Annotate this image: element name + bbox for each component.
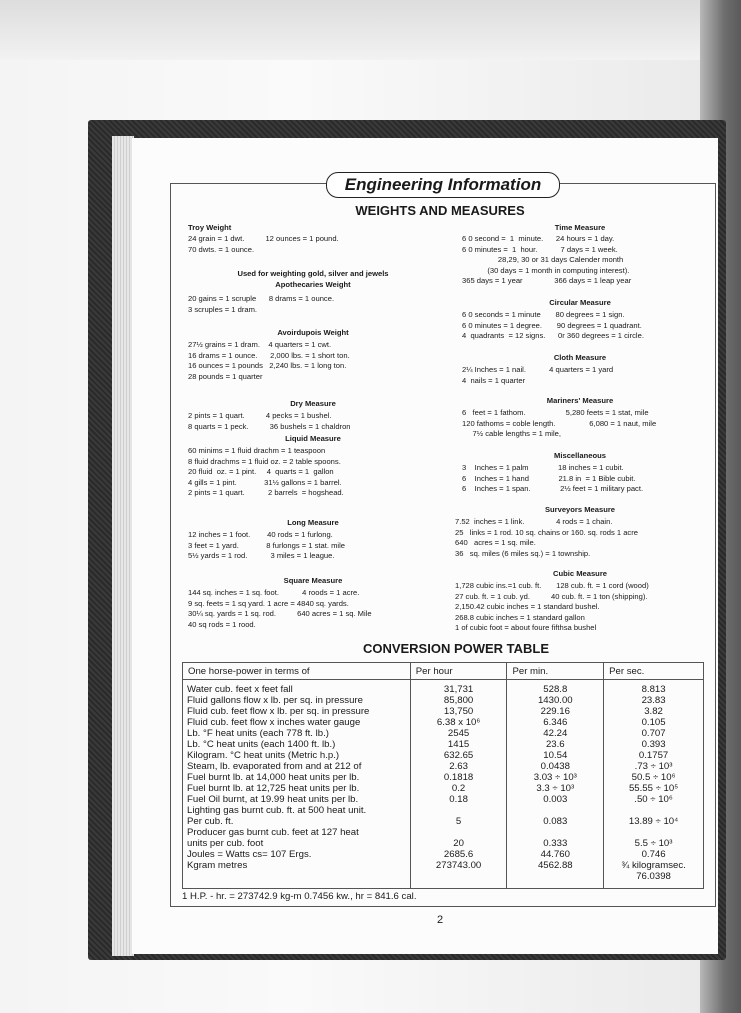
square-body: 144 sq. inches = 1 sq. foot. 4 roods = 1 acre. 9 sq. feets = 1 sq yard. 1 acre = 4840 sq. yards. 30¼ sq. yards = 1 sq. rod. 640 acres = 1 sq. Mile 40 sq rods = 1 rood. (188, 588, 372, 629)
apoth-body: 20 gains = 1 scruple 8 drams = 1 ounce. 3 scruples = 1 dram. (188, 294, 335, 314)
square-title: Square Measure (283, 576, 343, 585)
misc-body: 3 Inches = 1 palm 18 inches = 1 cubit. 6 Inches = 1 hand 21.8 in = 1 Bible cubit. 6 Inches = 1 span. 2½ feet = 1 military pact. (462, 463, 644, 493)
liquid-title: Liquid Measure (285, 434, 341, 443)
troy-title: Troy Weight (188, 223, 232, 232)
conversion-table (182, 662, 704, 889)
cloth-title: Cloth Measure (553, 353, 607, 362)
cubic-title: Cubic Measure (552, 569, 608, 578)
per-sec-column: 8.813 23.83 3.82 0.105 0.707 0.393 0.1757 .73 ÷ 10³ 50.5 ÷ 10⁶ 55.55 ÷ 10⁵ .50 ÷ 10⁶ 13.89 ÷ 10⁴ 5.5 ÷ 10³ 0.746 ¾ kilogramsec. 76.0398 (604, 680, 704, 889)
weights-heading: WEIGHTS AND MEASURES (355, 203, 525, 218)
survey-body: 7.52 inches = 1 link. 4 rods = 1 chain. 25 links = 1 rod. 10 sq. chains or 160. sq. rods 1 acre 640 acres = 1 sq. mile. 36 sq. miles (6 miles sq.) = 1 township. (455, 517, 638, 558)
table-header-row (183, 663, 704, 680)
page-edges (112, 136, 134, 956)
per-min-column: 528.8 1430.00 229.16 6.346 42.24 23.6 10.54 0.0438 3.03 ÷ 10³ 3.3 ÷ 10³ 0.003 0.083 0.333 44.760 4562.88 (507, 680, 604, 889)
scan-background (0, 0, 741, 60)
dry-body: 2 pints = 1 quart. 4 pecks = 1 bushel. 8 quarts = 1 peck. 36 bushels = 1 chaldron (188, 411, 351, 431)
dry-title: Dry Measure (290, 399, 336, 408)
apoth-title: Used for weighting gold, silver and jewels Apothecaries Weight (237, 269, 389, 289)
avoir-title: Avoirdupois Weight (277, 328, 349, 337)
circ-title: Circular Measure (549, 298, 611, 307)
long-body: 12 inches = 1 foot. 40 rods = 1 furlong. 3 feet = 1 yard. 8 furlongs = 1 stat. mile 5½ yards = 1 rod. 3 miles = 1 league. (188, 530, 346, 560)
header-cell: Per hour (410, 663, 507, 680)
long-title: Long Measure (287, 518, 339, 527)
terms-column: Water cub. feet x feet fall Fluid gallons flow x lb. per sq. in pressure Fluid cub. feet flow x lb. per sq. in pressure Fluid cub. feet flow x inches water gauge Lb. °F heat units (each 778 ft. lb.) Lb. °C heat units (each 1400 ft. lb.) Kilogram. °C heat units (Metric h.p.) Steam, lb. evaporated from and at 212 of Fuel burnt lb. at 14,000 heat units per lb. Fuel burnt lb. at 12,725 heat units per lb. Fuel Oil burnt, at 19.99 heat units per lb. Lighting gas burnt cub. ft. at 500 heat unit. Per cub. ft. Producer gas burnt cub. feet at 127 heat units per cub. foot Joules = Watts cs= 107 Ergs. Kgram metres (183, 680, 411, 889)
table-row (183, 680, 704, 889)
circ-body: 6 0 seconds = 1 minute 80 degrees = 1 sign. 6 0 minutes = 1 degree. 90 degrees = 1 quadrant. 4 quadrants = 12 signs. 0r 360 degrees = 1 circle. (462, 310, 644, 340)
cloth-body: 2¼ Inches = 1 nail. 4 quarters = 1 yard 4 nails = 1 quarter (462, 365, 614, 385)
header-cell: One horse-power in terms of (183, 663, 411, 680)
misc-title: Miscellaneous (554, 451, 606, 460)
time-body: 6 0 second = 1 minute. 24 hours = 1 day. 6 0 minutes = 1 hour. 7 days = 1 week. 28,29, 30 or 31 days Calender month (30 days = 1 month in computing interest). 365 days = 1 year 366 days = 1 leap year (462, 234, 632, 285)
time-title: Time Measure (554, 223, 606, 232)
cubic-body: 1,728 cubic ins.=1 cub. ft. 128 cub. ft. = 1 cord (wood) 27 cub. ft. = 1 cub. yd. 40 cub. ft. = 1 ton (shipping). 2,150.42 cubic inches = 1 standard bushel. 268.8 cubic inches = 1 standard gallon 1 of cubic foot = about foure fifthsa bushel (455, 581, 649, 632)
avoir-body: 27½ grains = 1 dram. 4 quarters = 1 cwt. 16 drams = 1 ounce. 2,000 lbs. = 1 short ton. 16 ounces = 1 pounds 2,240 lbs. = 1 long ton. 28 pounds = 1 quarter (188, 340, 350, 381)
conversion-heading: CONVERSION POWER TABLE (362, 641, 550, 656)
hp-footnote: 1 H.P. - hr. = 273742.9 kg-m 0.7456 kw., hr = 841.6 cal. (182, 891, 417, 902)
header-cell: Per min. (507, 663, 604, 680)
troy-body: 24 grain = 1 dwt. 12 ounces = 1 pound. 70 dwts. = 1 ounce. (188, 234, 339, 254)
page-title: Engineering Information (326, 172, 560, 198)
mariner-body: 6 feet = 1 fathom. 5,280 feets = 1 stat, mile 120 fathoms = coble length. 6,080 = 1 naut, mile 7½ cable lengths = 1 mile, (462, 408, 657, 438)
header-cell: Per sec. (604, 663, 704, 680)
page-number: 2 (437, 914, 444, 926)
per-hour-column: 31,731 85,800 13,750 6.38 x 10⁶ 2545 1415 632.65 2.63 0.1818 0.2 0.18 5 20 2685.6 273743.00 (410, 680, 507, 889)
survey-title: Surveyors Measure (544, 505, 616, 514)
liquid-body: 60 minims = 1 fluid drachm = 1 teaspoon 8 fluid drachms = 1 fluid oz. = 2 table spoons. 20 fluid oz. = 1 pint. 4 quarts = 1 gallon 4 gills = 1 pint. 31½ gallons = 1 barrel. 2 pints = 1 quart. 2 barrels = hogshead. (188, 446, 344, 497)
mariner-title: Mariners' Measure (546, 396, 614, 405)
